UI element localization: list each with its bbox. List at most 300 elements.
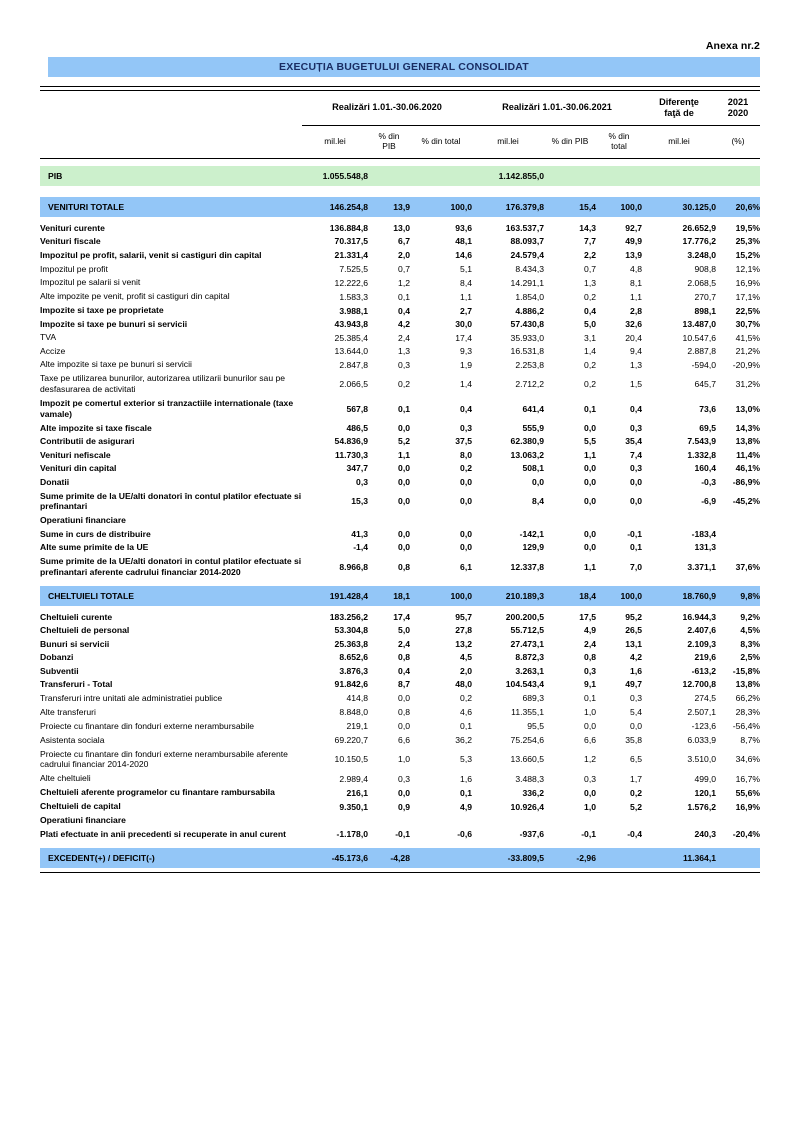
header-pct-pib-2021: % din PIB xyxy=(551,135,589,146)
value-pct-total-2020: 1,4 xyxy=(460,378,472,389)
value-pct-diff: -20,9% xyxy=(732,359,760,370)
value-pct-total-2020: 0,4 xyxy=(460,403,472,414)
value-mil-lei-2021: 13.063,2 xyxy=(510,449,544,460)
value-pct-diff: 20,6% xyxy=(716,197,760,217)
value-pct-pib-2021: 9,1 xyxy=(584,679,596,690)
value-mil-lei-2020: 486,5 xyxy=(346,423,368,433)
value-pct-total-2021: 20,4 xyxy=(625,332,642,343)
value-pct-pib-2021: 5,5 xyxy=(584,436,596,447)
value-pct-pib-2020: 0,2 xyxy=(398,378,410,389)
row-label: Accize xyxy=(40,345,66,356)
row-label: Cheltuieli curente xyxy=(40,611,113,622)
row-label: Alte cheltuieli xyxy=(40,773,91,784)
value-mil-lei-diff xyxy=(642,166,716,186)
value-pct-pib-2020: 0,0 xyxy=(398,476,410,487)
value-pct-total-2020: -0,6 xyxy=(457,829,472,840)
value-pct-pib-2021: 1,1 xyxy=(584,449,596,460)
value-pct-total-2021: 1,6 xyxy=(630,665,642,676)
value-pct-pib-2021: 18,4 xyxy=(544,586,596,606)
row-label: Alte impozite pe venit, profit si castiguri din capital xyxy=(40,291,230,302)
value-mil-lei-2020: 12.222,6 xyxy=(334,277,368,288)
value-mil-lei-2020: 347,7 xyxy=(346,463,368,474)
value-pct-total-2021: 1,1 xyxy=(630,291,642,302)
value-pct-pib-2020: -0,1 xyxy=(395,829,410,840)
value-pct-pib-2021: 1,4 xyxy=(584,346,596,357)
value-pct-total-2020: 13,2 xyxy=(455,638,472,649)
row-label: CHELTUIELI TOTALE xyxy=(40,586,302,606)
table-row xyxy=(40,624,760,637)
value-mil-lei-diff: 3.371,1 xyxy=(687,561,716,572)
value-mil-lei-2020: 2.066,5 xyxy=(339,378,368,389)
value-mil-lei-diff: -613,2 xyxy=(691,665,716,676)
row-label: Alte impozite si taxe pe bunuri si servicii xyxy=(40,359,192,370)
row-label: Bunuri si servicii xyxy=(40,638,110,649)
value-pct-total-2021: 0,2 xyxy=(630,787,642,798)
value-mil-lei-2020: 43.943,8 xyxy=(334,319,368,330)
value-mil-lei-diff: 645,7 xyxy=(694,378,716,389)
value-pct-diff xyxy=(716,813,760,826)
value-mil-lei-2020: 7.525,5 xyxy=(339,264,368,275)
value-pct-pib-2021: -2,96 xyxy=(544,848,596,868)
row-spacer xyxy=(40,190,760,197)
value-pct-pib-2020: 17,4 xyxy=(393,611,410,622)
value-mil-lei-2020 xyxy=(302,514,368,527)
value-pct-pib-2021: 7,7 xyxy=(584,236,596,247)
value-mil-lei-2021: 62.380,9 xyxy=(510,436,544,447)
value-pct-total-2021 xyxy=(596,848,642,868)
value-pct-pib-2021: -0,1 xyxy=(581,829,596,840)
value-pct-pib-2021 xyxy=(544,514,596,527)
value-mil-lei-diff: 2.109,3 xyxy=(687,638,716,649)
value-pct-total-2021: 92,7 xyxy=(625,222,642,233)
value-pct-total-2021: 2,8 xyxy=(630,305,642,316)
value-pct-total-2020: 48,1 xyxy=(455,236,472,247)
table-row xyxy=(40,289,760,303)
value-pct-pib-2020: 0,0 xyxy=(398,528,410,539)
value-mil-lei-diff: 10.547,6 xyxy=(682,332,716,343)
value-mil-lei-diff: 13.487,0 xyxy=(682,319,716,330)
value-mil-lei-2020 xyxy=(302,813,368,826)
value-pct-total-2020: 5,1 xyxy=(460,264,472,275)
value-mil-lei-2021: 555,9 xyxy=(522,423,544,433)
value-mil-lei-2020: 8.848,0 xyxy=(339,707,368,718)
value-pct-total-2020: 0,2 xyxy=(460,463,472,474)
table-row xyxy=(40,705,760,718)
value-pct-pib-2020: 8,7 xyxy=(398,679,410,690)
value-mil-lei-2021: 3.488,3 xyxy=(515,773,544,784)
value-pct-diff: 8,3% xyxy=(740,638,760,649)
value-pct-diff: 28,3% xyxy=(735,707,760,718)
table-row xyxy=(40,827,760,841)
table-row xyxy=(40,813,760,826)
value-pct-total-2021: 0,4 xyxy=(630,403,642,414)
table-row xyxy=(40,678,760,691)
value-mil-lei-diff: 2.507,1 xyxy=(687,707,716,718)
value-pct-pib-2020: 5,0 xyxy=(398,625,410,636)
header-mil-lei-diff: mil.lei xyxy=(668,135,690,146)
value-mil-lei-2020: 21.331,4 xyxy=(334,250,368,261)
value-pct-diff: 16,9% xyxy=(735,801,760,812)
value-mil-lei-diff: 898,1 xyxy=(694,305,716,316)
value-pct-pib-2020: 4,2 xyxy=(398,319,410,330)
value-pct-pib-2021: 0,0 xyxy=(584,721,596,732)
value-mil-lei-diff: 120,1 xyxy=(694,787,716,798)
value-pct-total-2021: 8,1 xyxy=(630,277,642,288)
value-pct-total-2021: 100,0 xyxy=(596,586,642,606)
value-pct-pib-2020: 0,3 xyxy=(398,773,410,784)
row-spacer xyxy=(40,841,760,848)
table-row xyxy=(40,747,760,772)
value-mil-lei-2020: 54.836,9 xyxy=(334,436,368,447)
value-pct-pib-2020: 0,1 xyxy=(398,291,410,302)
header-group-years: 2021 2020 xyxy=(716,91,760,126)
value-pct-diff xyxy=(716,848,760,868)
budget-execution-table xyxy=(40,86,760,873)
value-pct-total-2020: 4,5 xyxy=(460,652,472,663)
value-mil-lei-diff: -0,3 xyxy=(701,476,716,487)
value-mil-lei-2020: -1,4 xyxy=(353,542,368,553)
row-label: TVA xyxy=(40,332,57,343)
value-pct-diff: -20,4% xyxy=(732,829,760,840)
value-mil-lei-2020: 41,3 xyxy=(351,528,368,539)
value-pct-pib-2020: 0,9 xyxy=(398,801,410,812)
table-row xyxy=(40,848,760,868)
value-pct-pib-2020: 13,0 xyxy=(393,222,410,233)
value-pct-total-2021 xyxy=(596,166,642,186)
value-pct-pib-2020: 1,1 xyxy=(398,449,410,460)
value-mil-lei-diff xyxy=(642,514,716,527)
value-pct-pib-2020: 0,0 xyxy=(398,787,410,798)
value-pct-total-2020: 100,0 xyxy=(410,197,472,217)
value-pct-total-2020: 95,7 xyxy=(455,611,472,622)
table-row xyxy=(40,448,760,461)
value-mil-lei-2021: 8.434,3 xyxy=(515,264,544,275)
table-row xyxy=(40,166,760,186)
table-row xyxy=(40,421,760,434)
value-pct-diff: 14,3% xyxy=(735,423,760,433)
value-mil-lei-2021: -142,1 xyxy=(519,528,544,539)
row-label: VENITURI TOTALE xyxy=(40,197,302,217)
value-pct-pib-2021: 2,4 xyxy=(584,638,596,649)
value-pct-total-2020: 2,7 xyxy=(460,305,472,316)
value-pct-diff: 8,7% xyxy=(740,735,760,746)
value-pct-total-2021: 7,4 xyxy=(630,449,642,460)
value-mil-lei-2021: 508,1 xyxy=(522,463,544,474)
value-mil-lei-diff: 2.068,5 xyxy=(687,277,716,288)
value-mil-lei-diff: -123,6 xyxy=(691,721,716,732)
value-pct-total-2021: 4,2 xyxy=(630,652,642,663)
value-pct-diff: 25,3% xyxy=(735,236,760,247)
value-mil-lei-diff: 69,5 xyxy=(699,423,716,433)
value-mil-lei-2020: 2.847,8 xyxy=(339,359,368,370)
row-label: Dobanzi xyxy=(40,652,74,663)
table-row xyxy=(40,197,760,217)
value-mil-lei-2021: 4.886,2 xyxy=(515,305,544,316)
value-pct-pib-2020: 0,3 xyxy=(398,359,410,370)
page-title: EXECUȚIA BUGETULUI GENERAL CONSOLIDAT xyxy=(279,61,529,73)
value-mil-lei-2020: 191.428,4 xyxy=(302,586,368,606)
value-pct-pib-2021: 15,4 xyxy=(544,197,596,217)
value-mil-lei-diff xyxy=(642,813,716,826)
value-mil-lei-2021: 35.933,0 xyxy=(510,332,544,343)
annex-label: Anexa nr.2 xyxy=(705,40,760,52)
table-row xyxy=(40,785,760,799)
header-group-2021: Realizări 1.01.-30.06.2021 xyxy=(472,91,642,126)
value-mil-lei-2020: 567,8 xyxy=(346,403,368,414)
row-label: Cheltuieli de capital xyxy=(40,801,121,812)
value-pct-pib-2021: 0,7 xyxy=(584,264,596,275)
value-mil-lei-2021: 200.200,5 xyxy=(505,611,544,622)
value-mil-lei-diff: -594,0 xyxy=(691,359,716,370)
value-pct-pib-2021: 0,0 xyxy=(584,496,596,507)
value-pct-pib-2021: 6,6 xyxy=(584,735,596,746)
value-pct-total-2020: 93,6 xyxy=(455,222,472,233)
value-pct-pib-2021: 0,0 xyxy=(584,463,596,474)
value-mil-lei-2021: 176.379,8 xyxy=(472,197,544,217)
value-mil-lei-2020: 25.363,8 xyxy=(334,638,368,649)
value-pct-total-2020: 0,0 xyxy=(460,496,472,507)
value-pct-total-2020: 0,1 xyxy=(460,787,472,798)
value-pct-total-2020: 0,3 xyxy=(460,423,472,433)
value-pct-pib-2020: 5,2 xyxy=(398,436,410,447)
row-label: Impozit pe comertul exterior si tranzactiile internationale (taxe vamale) xyxy=(40,398,294,419)
value-pct-pib-2020: 0,1 xyxy=(398,403,410,414)
value-pct-total-2021: 100,0 xyxy=(596,197,642,217)
value-mil-lei-2021: 75.254,6 xyxy=(510,735,544,746)
value-pct-total-2020 xyxy=(410,813,472,826)
value-pct-diff: 4,5% xyxy=(740,625,760,636)
value-mil-lei-diff: 16.944,3 xyxy=(682,611,716,622)
value-pct-total-2020: 9,3 xyxy=(460,346,472,357)
value-pct-total-2021: 1,3 xyxy=(630,359,642,370)
value-mil-lei-diff: 240,3 xyxy=(694,829,716,840)
table-row xyxy=(40,610,760,623)
value-pct-total-2020: 8,0 xyxy=(460,449,472,460)
value-mil-lei-2021: 336,2 xyxy=(522,787,544,798)
value-mil-lei-2021: 1.142.855,0 xyxy=(472,166,544,186)
value-mil-lei-diff: 7.543,9 xyxy=(687,436,716,447)
value-mil-lei-2021: 8,4 xyxy=(532,496,544,507)
value-mil-lei-2020: 13.644,0 xyxy=(334,346,368,357)
value-mil-lei-diff: 1.332,8 xyxy=(687,449,716,460)
value-mil-lei-2020: 414,8 xyxy=(346,693,368,704)
value-pct-pib-2020: 13,9 xyxy=(368,197,410,217)
value-mil-lei-2021: 16.531,8 xyxy=(510,346,544,357)
value-pct-diff: 9,2% xyxy=(740,611,760,622)
value-mil-lei-2020: 69.220,7 xyxy=(334,735,368,746)
value-pct-total-2021: 5,2 xyxy=(630,801,642,812)
value-mil-lei-2020: 8.652,6 xyxy=(339,652,368,663)
value-mil-lei-2020: 1.055.548,8 xyxy=(302,166,368,186)
value-pct-diff: 13,8% xyxy=(735,679,760,690)
value-mil-lei-2020: 8.966,8 xyxy=(339,561,368,572)
table-row xyxy=(40,371,760,396)
value-mil-lei-2021: -33.809,5 xyxy=(472,848,544,868)
value-mil-lei-2020: 3.876,3 xyxy=(339,665,368,676)
value-mil-lei-2020: 10.150,5 xyxy=(334,754,368,765)
header-group-2020: Realizări 1.01.-30.06.2020 xyxy=(302,91,472,126)
value-mil-lei-2021: 55.712,5 xyxy=(510,625,544,636)
table-row xyxy=(40,248,760,262)
header-pct-total-2020: % din total xyxy=(421,135,461,146)
row-label: Taxe pe utilizarea bunurilor, autorizarea utilizarii bunurilor sau pe desfasurarea de activitati xyxy=(40,373,286,394)
value-mil-lei-2021: 88.093,7 xyxy=(510,236,544,247)
header-mil-lei-2020: mil.lei xyxy=(324,135,346,146)
value-mil-lei-diff: 274,5 xyxy=(694,693,716,704)
row-label: Operatiuni financiare xyxy=(40,515,126,526)
value-mil-lei-2021: 57.430,8 xyxy=(510,319,544,330)
value-pct-total-2021: 0,1 xyxy=(630,542,642,553)
value-pct-total-2020: 100,0 xyxy=(410,586,472,606)
header-mil-lei-2021: mil.lei xyxy=(497,135,519,146)
value-mil-lei-2021: 2.253,8 xyxy=(515,359,544,370)
value-pct-total-2020: 0,2 xyxy=(460,693,472,704)
value-pct-total-2021: 7,0 xyxy=(630,561,642,572)
value-pct-total-2021: 0,0 xyxy=(630,496,642,507)
value-pct-pib-2021: 5,0 xyxy=(584,319,596,330)
header-group-diff: Diferenţe faţă de xyxy=(642,91,716,126)
header-pct-diff: (%) xyxy=(731,135,745,146)
value-pct-diff: 19,5% xyxy=(735,222,760,233)
value-mil-lei-2021: -937,6 xyxy=(519,829,544,840)
row-label: Sume in curs de distribuire xyxy=(40,528,151,539)
value-pct-total-2020: 6,1 xyxy=(460,561,472,572)
row-label: Impozite si taxe pe bunuri si servicii xyxy=(40,318,188,329)
row-label: Impozitul pe profit, salarii, venit si castiguri din capital xyxy=(40,249,262,260)
row-label: Proiecte cu finantare din fonduri externe nerambursabile xyxy=(40,720,255,731)
value-mil-lei-2021: 689,3 xyxy=(522,693,544,704)
value-mil-lei-2020: 216,1 xyxy=(346,787,368,798)
value-pct-total-2021: 0,3 xyxy=(630,693,642,704)
value-mil-lei-2021: 27.473,1 xyxy=(510,638,544,649)
value-pct-diff: -15,8% xyxy=(732,665,760,676)
value-mil-lei-diff: -6,9 xyxy=(701,496,716,507)
value-pct-pib-2021: 0,2 xyxy=(584,359,596,370)
value-pct-total-2021: 49,7 xyxy=(625,679,642,690)
value-pct-pib-2021: 1,1 xyxy=(584,561,596,572)
table-row xyxy=(40,651,760,664)
value-mil-lei-diff: 219,6 xyxy=(694,652,716,663)
table-row xyxy=(40,691,760,705)
row-label: Venituri fiscale xyxy=(40,235,101,246)
value-mil-lei-2021: 8.872,3 xyxy=(515,652,544,663)
value-pct-pib-2021: 0,0 xyxy=(584,476,596,487)
value-pct-total-2021: 0,3 xyxy=(630,463,642,474)
table-body xyxy=(40,159,760,873)
table-row xyxy=(40,331,760,344)
value-pct-diff: 22,5% xyxy=(735,305,760,316)
row-label: Plati efectuate in anii precedenti si recuperate in anul curent xyxy=(40,828,286,839)
row-label: Venituri nefiscale xyxy=(40,449,111,460)
value-pct-pib-2020: 0,0 xyxy=(398,423,410,433)
value-pct-total-2020: 1,6 xyxy=(460,773,472,784)
row-label: PIB xyxy=(40,166,302,186)
value-pct-total-2021: 9,4 xyxy=(630,346,642,357)
header-subrow xyxy=(40,126,760,157)
value-mil-lei-2021: 14.291,1 xyxy=(510,277,544,288)
header-group-row xyxy=(40,91,760,126)
table-row xyxy=(40,221,760,234)
value-pct-total-2021: 26,5 xyxy=(625,625,642,636)
value-pct-diff: 9,8% xyxy=(716,586,760,606)
value-mil-lei-diff: 17.776,2 xyxy=(682,236,716,247)
value-mil-lei-diff: -183,4 xyxy=(691,528,716,539)
value-pct-total-2020: 1,9 xyxy=(460,359,472,370)
value-pct-pib-2020: 0,0 xyxy=(398,721,410,732)
header-pct-pib-2020: % din PIB xyxy=(378,130,400,151)
value-pct-total-2021: 32,6 xyxy=(625,319,642,330)
value-pct-pib-2021 xyxy=(544,813,596,826)
value-pct-pib-2021: 1,3 xyxy=(584,277,596,288)
row-label: Operatiuni financiare xyxy=(40,814,126,825)
value-pct-pib-2021 xyxy=(544,166,596,186)
value-mil-lei-diff: 908,8 xyxy=(694,264,716,275)
row-label: Transferuri - Total xyxy=(40,679,113,689)
value-pct-diff: 2,5% xyxy=(740,652,760,663)
row-label: Proiecte cu finantare din fonduri externe nerambursabile aferente cadrului financiar 2014-2020 xyxy=(40,748,288,770)
value-pct-total-2020: 0,1 xyxy=(460,721,472,732)
value-pct-diff: 46,1% xyxy=(735,463,760,474)
value-mil-lei-2020: 0,3 xyxy=(356,476,368,487)
value-mil-lei-2021 xyxy=(472,813,544,826)
value-pct-total-2021: 0,0 xyxy=(630,476,642,487)
table-row xyxy=(40,554,760,579)
value-pct-diff: 16,7% xyxy=(735,773,760,784)
value-pct-total-2021: 35,4 xyxy=(625,436,642,447)
value-mil-lei-2020: 219,1 xyxy=(346,721,368,732)
value-pct-total-2020: 0,0 xyxy=(460,528,472,539)
row-label: Asistenta sociala xyxy=(40,734,105,745)
value-pct-diff: 31,2% xyxy=(735,378,760,389)
value-mil-lei-2020: 136.884,8 xyxy=(329,222,368,233)
value-pct-pib-2020: 1,2 xyxy=(398,277,410,288)
value-pct-pib-2020: 6,6 xyxy=(398,735,410,746)
table-row xyxy=(40,435,760,448)
value-pct-total-2021: 0,0 xyxy=(630,721,642,732)
value-pct-pib-2021: 17,5 xyxy=(579,611,596,622)
table-row xyxy=(40,489,760,514)
value-pct-pib-2021: 0,4 xyxy=(584,305,596,316)
table-row xyxy=(40,637,760,650)
table-row xyxy=(40,586,760,606)
value-pct-pib-2021: 0,8 xyxy=(584,652,596,663)
table-row xyxy=(40,358,760,371)
value-pct-total-2021: 4,8 xyxy=(630,264,642,275)
value-mil-lei-diff: 270,7 xyxy=(694,291,716,302)
table-row xyxy=(40,800,760,813)
value-pct-total-2020: 4,6 xyxy=(460,707,472,718)
value-pct-total-2021: 5,4 xyxy=(630,707,642,718)
value-mil-lei-2021: 210.189,3 xyxy=(472,586,544,606)
row-label: Alte impozite si taxe fiscale xyxy=(40,422,152,433)
value-pct-pib-2020: -4,28 xyxy=(368,848,410,868)
value-pct-pib-2021: 0,1 xyxy=(584,403,596,414)
value-pct-total-2021: -0,4 xyxy=(627,829,642,840)
value-pct-total-2020: 27,8 xyxy=(455,625,472,636)
table-row xyxy=(40,262,760,275)
value-mil-lei-2021: 12.337,8 xyxy=(510,561,544,572)
value-pct-pib-2021: 0,0 xyxy=(584,528,596,539)
value-pct-total-2020: 1,1 xyxy=(460,291,472,302)
row-label: Alte sume primite de la UE xyxy=(40,542,149,553)
value-pct-pib-2020: 2,4 xyxy=(398,332,410,343)
value-pct-total-2021: 49,9 xyxy=(625,236,642,247)
row-label: Cheltuieli de personal xyxy=(40,625,130,636)
value-pct-diff: 16,9% xyxy=(735,277,760,288)
value-pct-total-2020: 30,0 xyxy=(455,319,472,330)
table-header xyxy=(40,87,760,159)
table-row xyxy=(40,234,760,247)
